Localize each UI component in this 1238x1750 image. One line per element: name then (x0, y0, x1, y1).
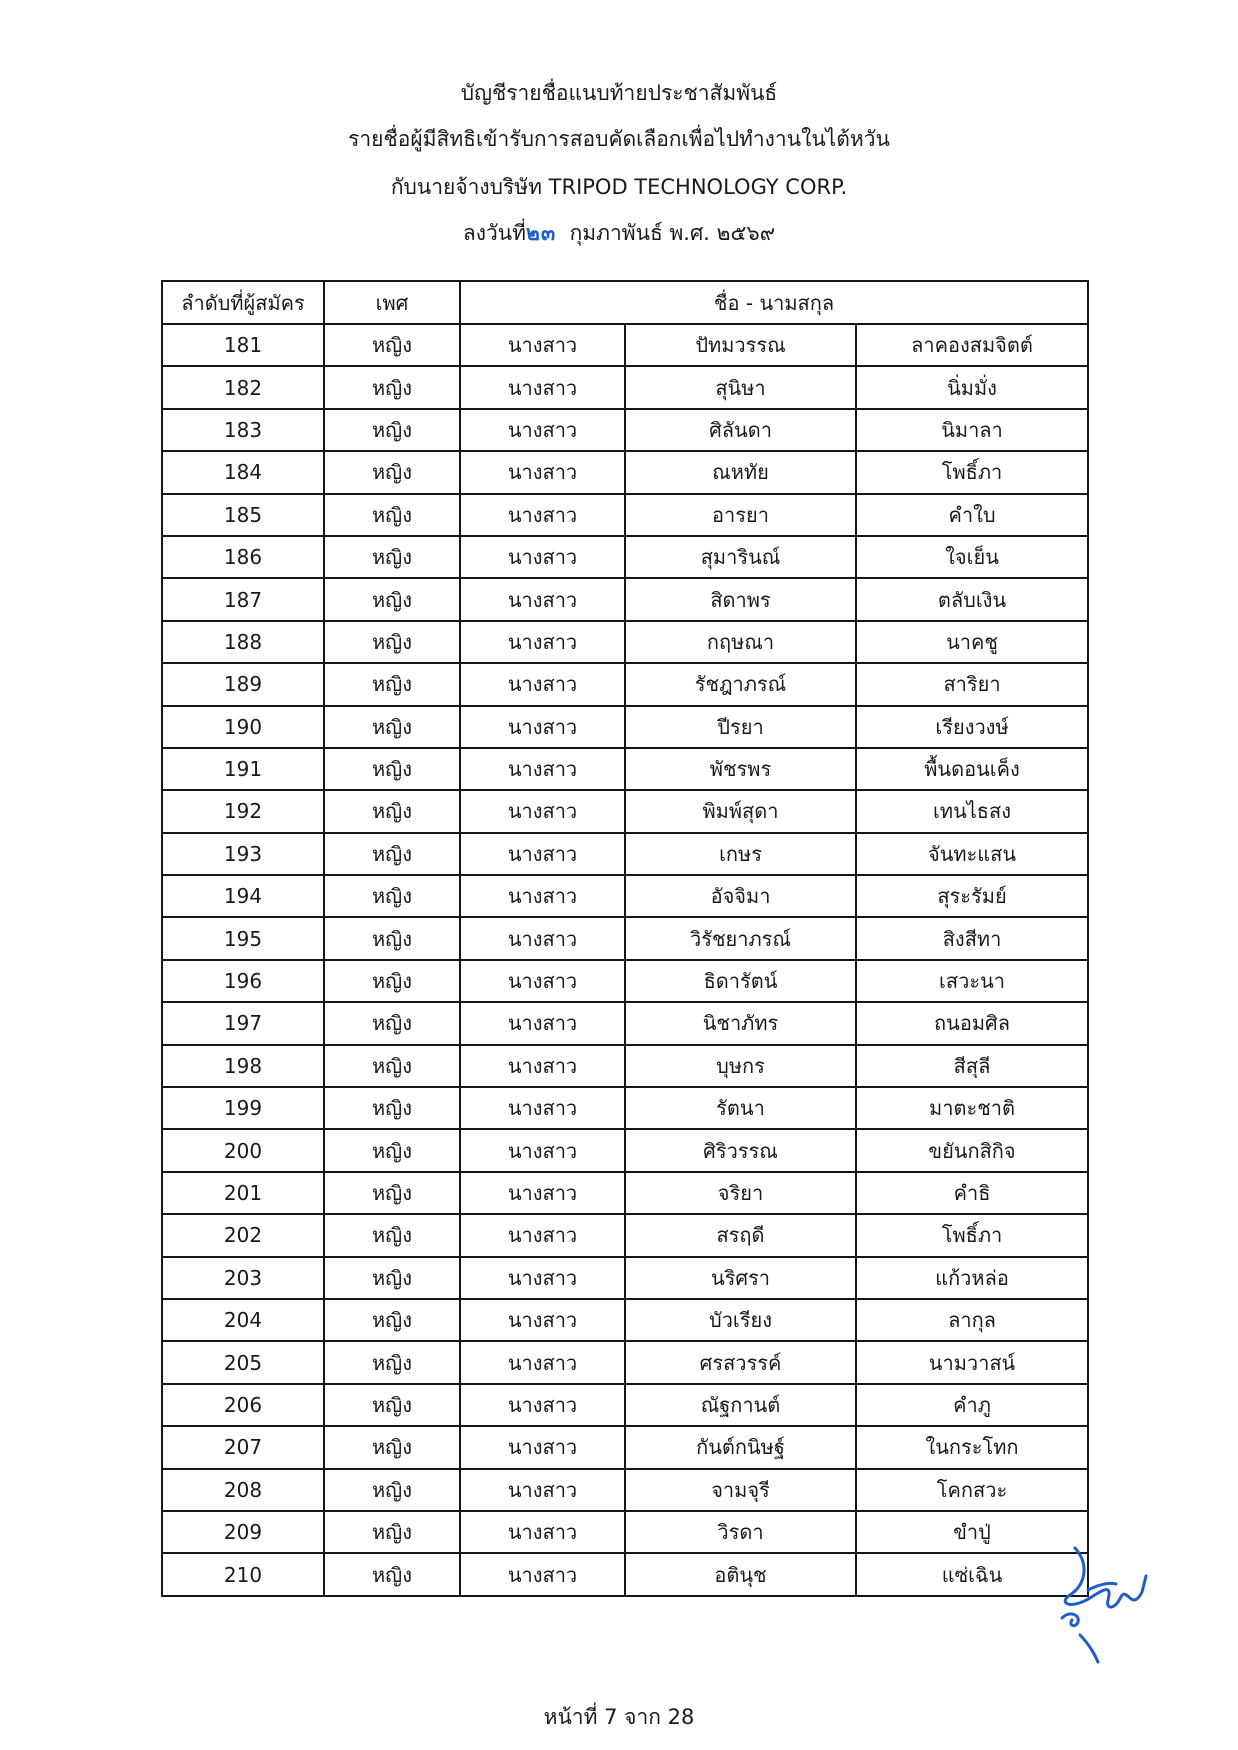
last-name-cell: ในกระโทก (856, 1426, 1088, 1468)
last-name-cell: สุระรัมย์ (856, 875, 1088, 917)
gender-cell: หญิง (324, 790, 460, 832)
gender-cell: หญิง (324, 833, 460, 875)
table-row (162, 1214, 1088, 1256)
table-row (162, 1129, 1088, 1171)
gender-cell: หญิง (324, 1384, 460, 1426)
title-cell: นางสาว (460, 324, 625, 366)
first-name-cell: นริศรา (625, 1257, 856, 1299)
table-row (162, 1257, 1088, 1299)
title-cell: นางสาว (460, 1129, 625, 1171)
last-name-cell: แก้วหล่อ (856, 1257, 1088, 1299)
title-cell: นางสาว (460, 1257, 625, 1299)
gender-cell: หญิง (324, 917, 460, 959)
table-header-row (162, 281, 1088, 324)
last-name-cell: สีสุลี (856, 1045, 1088, 1087)
first-name-cell: ศรสวรรค์ (625, 1341, 856, 1383)
last-name-cell: เรียงวงษ์ (856, 706, 1088, 748)
gender-cell: หญิง (324, 536, 460, 578)
last-name-cell: นิมาลา (856, 409, 1088, 451)
first-name-cell: อตินุช (625, 1553, 856, 1595)
title-cell: นางสาว (460, 1214, 625, 1256)
applicant-no-cell: 194 (162, 875, 324, 917)
title-cell: นางสาว (460, 833, 625, 875)
table-row (162, 1299, 1088, 1341)
table-row (162, 960, 1088, 1002)
table-row (162, 1553, 1088, 1595)
first-name-cell: วิรัชยาภรณ์ (625, 917, 856, 959)
title-cell: นางสาว (460, 366, 625, 408)
table-row (162, 409, 1088, 451)
title-cell: นางสาว (460, 1299, 625, 1341)
table-row (162, 324, 1088, 366)
first-name-cell: รัตนา (625, 1087, 856, 1129)
title-cell: นางสาว (460, 1469, 625, 1511)
gender-cell: หญิง (324, 409, 460, 451)
last-name-cell: ถนอมศิล (856, 1002, 1088, 1044)
gender-cell: หญิง (324, 1426, 460, 1468)
gender-cell: หญิง (324, 494, 460, 536)
applicant-no-cell: 181 (162, 324, 324, 366)
gender-cell: หญิง (324, 1002, 460, 1044)
first-name-cell: จามจุรี (625, 1469, 856, 1511)
employer-line: กับนายจ้างบริษัท TRIPOD TECHNOLOGY CORP. (390, 175, 848, 199)
applicant-no-cell: 207 (162, 1426, 324, 1468)
gender-cell: หญิง (324, 451, 460, 493)
gender-cell: หญิง (324, 621, 460, 663)
applicant-no-cell: 210 (162, 1553, 324, 1595)
first-name-cell: ณัฐกานต์ (625, 1384, 856, 1426)
first-name-cell: สุนิษา (625, 366, 856, 408)
last-name-cell: โคกสวะ (856, 1469, 1088, 1511)
gender-cell: หญิง (324, 960, 460, 1002)
first-name-cell: ณหทัย (625, 451, 856, 493)
first-name-cell: สิดาพร (625, 578, 856, 620)
applicant-no-cell: 208 (162, 1469, 324, 1511)
last-name-cell: โพธิ์ภา (856, 1214, 1088, 1256)
last-name-cell: ลากุล (856, 1299, 1088, 1341)
table-row (162, 663, 1088, 705)
title-cell: นางสาว (460, 578, 625, 620)
first-name-cell: พัชรพร (625, 748, 856, 790)
title-cell: นางสาว (460, 409, 625, 451)
table-row (162, 536, 1088, 578)
applicant-no-cell: 189 (162, 663, 324, 705)
last-name-cell: คำธิ (856, 1172, 1088, 1214)
gender-cell: หญิง (324, 1299, 460, 1341)
first-name-cell: ปัทมวรรณ (625, 324, 856, 366)
applicant-no-cell: 203 (162, 1257, 324, 1299)
date-day: ๒๓ (526, 221, 557, 245)
title-cell: นางสาว (460, 1045, 625, 1087)
first-name-cell: บุษกร (625, 1045, 856, 1087)
title-cell: นางสาว (460, 960, 625, 1002)
gender-cell: หญิง (324, 1511, 460, 1553)
table-row (162, 1087, 1088, 1129)
applicant-no-cell: 191 (162, 748, 324, 790)
table-row (162, 1426, 1088, 1468)
last-name-cell: เทนไธสง (856, 790, 1088, 832)
gender-cell: หญิง (324, 663, 460, 705)
first-name-cell: เกษร (625, 833, 856, 875)
gender-cell: หญิง (324, 1129, 460, 1171)
gender-cell: หญิง (324, 1341, 460, 1383)
title-cell: นางสาว (460, 1087, 625, 1129)
applicant-no-cell: 192 (162, 790, 324, 832)
date-line (0, 218, 1238, 248)
gender-cell: หญิง (324, 875, 460, 917)
first-name-cell: สุมารินณ์ (625, 536, 856, 578)
table-row (162, 748, 1088, 790)
first-name-cell: ศิลันดา (625, 409, 856, 451)
last-name-cell: สิงสีทา (856, 917, 1088, 959)
table-row (162, 1172, 1088, 1214)
last-name-cell: นิ่มมั่ง (856, 366, 1088, 408)
last-name-cell: ลาคองสมจิตต์ (856, 324, 1088, 366)
title-cell: นางสาว (460, 1426, 625, 1468)
title-cell: นางสาว (460, 621, 625, 663)
applicant-no-cell: 186 (162, 536, 324, 578)
table-row (162, 875, 1088, 917)
applicant-no-cell: 193 (162, 833, 324, 875)
table-row (162, 366, 1088, 408)
document-subtitle: รายชื่อผู้มีสิทธิเข้ารับการสอบคัดเลือกเพื่อไปทำงานในไต้หวัน (348, 127, 890, 151)
table-row (162, 1469, 1088, 1511)
gender-cell: หญิง (324, 1257, 460, 1299)
last-name-cell: นามวาสน์ (856, 1341, 1088, 1383)
applicant-no-cell: 197 (162, 1002, 324, 1044)
gender-cell: หญิง (324, 1045, 460, 1087)
title-cell: นางสาว (460, 917, 625, 959)
title-cell: นางสาว (460, 1172, 625, 1214)
last-name-cell: นาคชู (856, 621, 1088, 663)
first-name-cell: ธิดารัตน์ (625, 960, 856, 1002)
gender-cell: หญิง (324, 1214, 460, 1256)
first-name-cell: บัวเรียง (625, 1299, 856, 1341)
table-row (162, 621, 1088, 663)
last-name-cell: ใจเย็น (856, 536, 1088, 578)
applicant-no-cell: 187 (162, 578, 324, 620)
applicant-table (161, 280, 1089, 1597)
gender-cell: หญิง (324, 1087, 460, 1129)
applicant-no-cell: 198 (162, 1045, 324, 1087)
title-cell: นางสาว (460, 494, 625, 536)
table-row (162, 706, 1088, 748)
last-name-cell: สาริยา (856, 663, 1088, 705)
applicant-no-cell: 190 (162, 706, 324, 748)
applicant-no-cell: 200 (162, 1129, 324, 1171)
first-name-cell: พิมพ์สุดา (625, 790, 856, 832)
first-name-cell: อัจจิมา (625, 875, 856, 917)
signature-mark (1050, 1540, 1160, 1665)
applicant-no-cell: 195 (162, 917, 324, 959)
applicant-no-cell: 205 (162, 1341, 324, 1383)
gender-cell: หญิง (324, 1172, 460, 1214)
title-cell: นางสาว (460, 1002, 625, 1044)
date-month-year: กุมภาพันธ์ พ.ศ. ๒๕๖๙ (569, 221, 776, 245)
header-full-name: ชื่อ - นามสกุล (460, 281, 1088, 324)
date-prefix: ลงวันที่ (462, 221, 527, 245)
applicant-no-cell: 185 (162, 494, 324, 536)
gender-cell: หญิง (324, 324, 460, 366)
first-name-cell: จริยา (625, 1172, 856, 1214)
first-name-cell: กฤษณา (625, 621, 856, 663)
applicant-no-cell: 209 (162, 1511, 324, 1553)
table-row (162, 790, 1088, 832)
title-cell: นางสาว (460, 706, 625, 748)
applicant-no-cell: 199 (162, 1087, 324, 1129)
applicant-no-cell: 188 (162, 621, 324, 663)
gender-cell: หญิง (324, 1553, 460, 1595)
gender-cell: หญิง (324, 1469, 460, 1511)
first-name-cell: รัชฎาภรณ์ (625, 663, 856, 705)
page-number: หน้าที่ 7 จาก 28 (543, 1705, 695, 1729)
title-cell: นางสาว (460, 748, 625, 790)
last-name-cell: มาตะชาติ (856, 1087, 1088, 1129)
first-name-cell: อารยา (625, 494, 856, 536)
first-name-cell: นิชาภัทร (625, 1002, 856, 1044)
table-row (162, 917, 1088, 959)
table-row (162, 833, 1088, 875)
title-cell: นางสาว (460, 1341, 625, 1383)
header-applicant-no: ลำดับที่ผู้สมัคร (162, 281, 324, 324)
first-name-cell: ศิริวรรณ (625, 1129, 856, 1171)
table-row (162, 451, 1088, 493)
header-gender: เพศ (324, 281, 460, 324)
last-name-cell: คำใบ (856, 494, 1088, 536)
applicant-no-cell: 184 (162, 451, 324, 493)
last-name-cell: เสวะนา (856, 960, 1088, 1002)
last-name-cell: ขำปู่ (856, 1511, 1088, 1553)
last-name-cell: จันทะแสน (856, 833, 1088, 875)
document-title: บัญชีรายชื่อแนบท้ายประชาสัมพันธ์ (460, 81, 778, 105)
table-row (162, 578, 1088, 620)
applicant-no-cell: 196 (162, 960, 324, 1002)
table-row (162, 1384, 1088, 1426)
gender-cell: หญิง (324, 578, 460, 620)
table-row (162, 1045, 1088, 1087)
last-name-cell: แซ่เฉิน (856, 1553, 1088, 1595)
title-cell: นางสาว (460, 790, 625, 832)
first-name-cell: กันต์กนิษฐ์ (625, 1426, 856, 1468)
gender-cell: หญิง (324, 366, 460, 408)
table-row (162, 1341, 1088, 1383)
first-name-cell: ปีรยา (625, 706, 856, 748)
title-cell: นางสาว (460, 1553, 625, 1595)
first-name-cell: วิรดา (625, 1511, 856, 1553)
gender-cell: หญิง (324, 748, 460, 790)
last-name-cell: โพธิ์ภา (856, 451, 1088, 493)
title-cell: นางสาว (460, 663, 625, 705)
title-cell: นางสาว (460, 451, 625, 493)
last-name-cell: คำภู (856, 1384, 1088, 1426)
title-cell: นางสาว (460, 875, 625, 917)
title-cell: นางสาว (460, 1384, 625, 1426)
table-row (162, 494, 1088, 536)
gender-cell: หญิง (324, 706, 460, 748)
last-name-cell: ตลับเงิน (856, 578, 1088, 620)
applicant-no-cell: 182 (162, 366, 324, 408)
title-cell: นางสาว (460, 536, 625, 578)
applicant-no-cell: 202 (162, 1214, 324, 1256)
table-row (162, 1511, 1088, 1553)
title-cell: นางสาว (460, 1511, 625, 1553)
last-name-cell: ขยันกสิกิจ (856, 1129, 1088, 1171)
applicant-no-cell: 206 (162, 1384, 324, 1426)
last-name-cell: พื้นดอนเค็ง (856, 748, 1088, 790)
applicant-no-cell: 201 (162, 1172, 324, 1214)
applicant-no-cell: 204 (162, 1299, 324, 1341)
applicant-no-cell: 183 (162, 409, 324, 451)
table-row (162, 1002, 1088, 1044)
first-name-cell: สรฤดี (625, 1214, 856, 1256)
